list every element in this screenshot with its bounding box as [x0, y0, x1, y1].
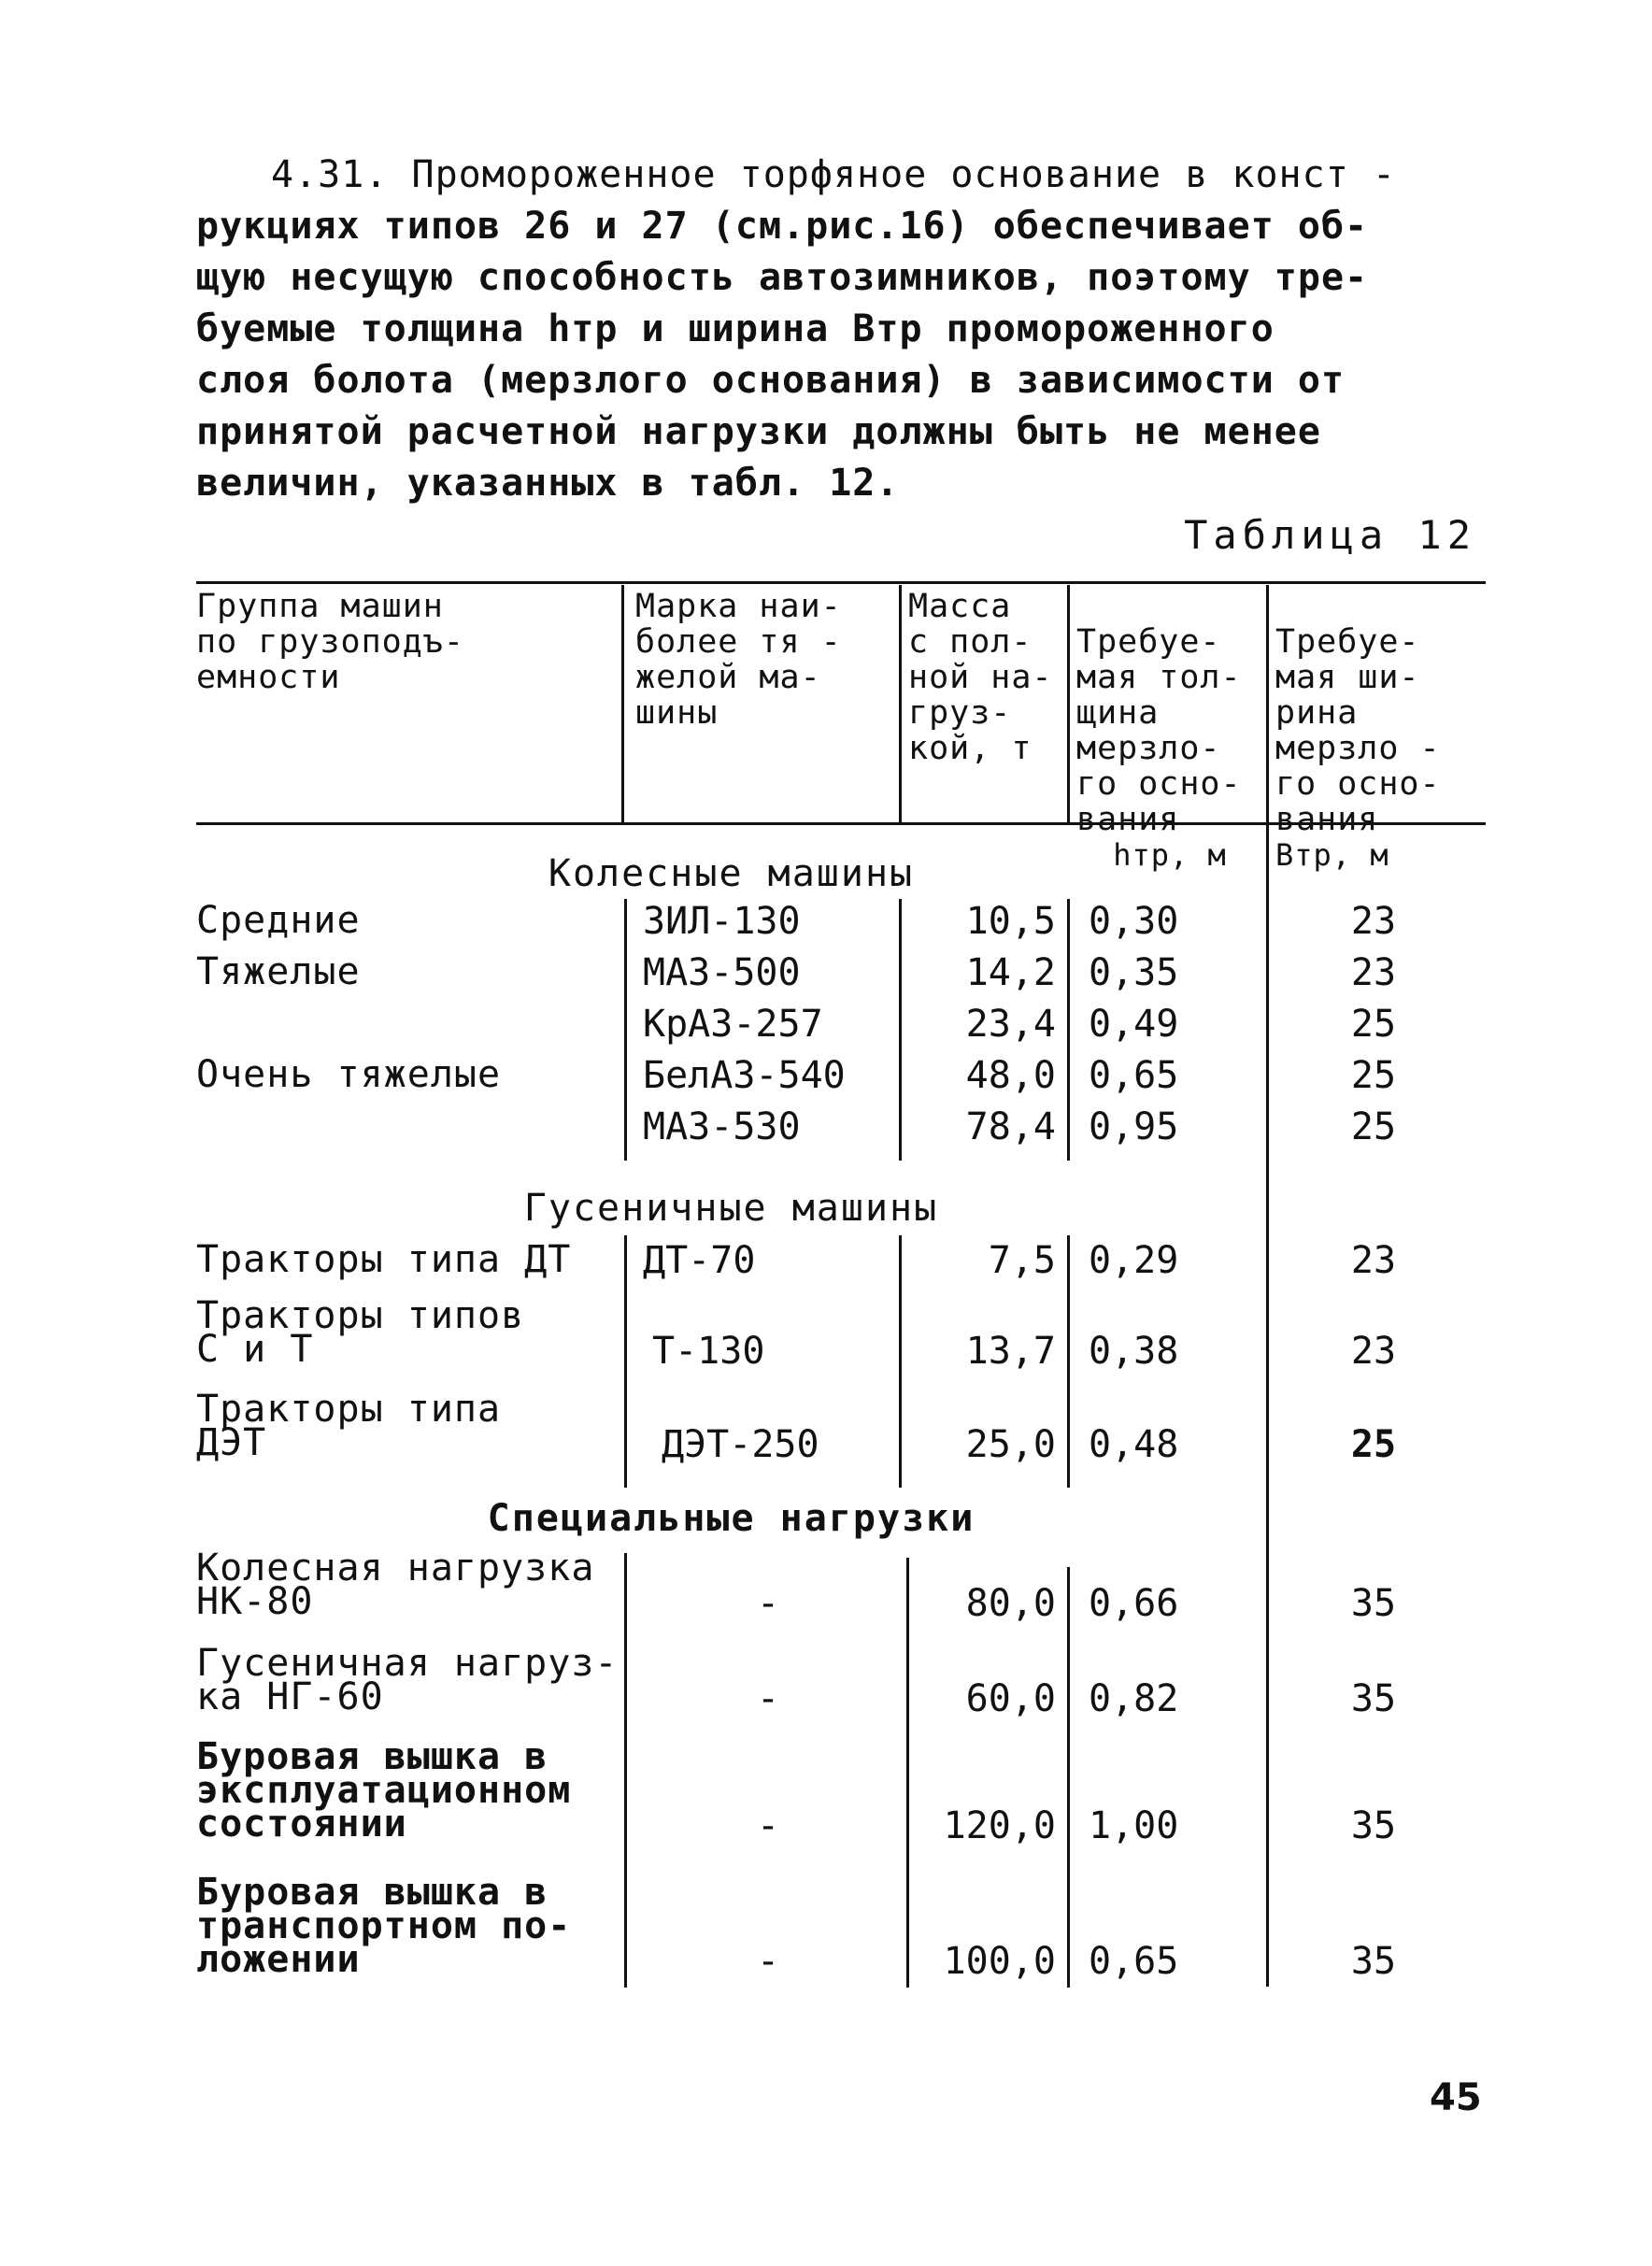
- thickness-divider: [1067, 1235, 1070, 1488]
- mass-divider: [906, 1558, 909, 1988]
- header-mass: Масса с пол- ной на- груз- кой, т: [908, 588, 1053, 767]
- cell-thickness: 0,30: [1089, 900, 1179, 943]
- paragraph-line: величин, указанных в табл. 12.: [196, 462, 900, 505]
- cell-thickness: 0,35: [1089, 951, 1179, 994]
- cell-thickness: 0,48: [1089, 1423, 1179, 1466]
- header-group: Группа машин по грузоподъ- емности: [196, 588, 464, 696]
- table-top-rule: [196, 581, 1486, 584]
- cell-width: 25: [1350, 1423, 1397, 1466]
- cell-group: Тракторы типа ДЭТ: [196, 1388, 502, 1464]
- cell-thickness: 0,95: [1089, 1105, 1179, 1148]
- header-thickness-text: Требуе- мая тол- щина мерзло- го осно- вания: [1076, 623, 1242, 838]
- cell-group: Колесная нагрузка НК-80: [196, 1546, 595, 1623]
- thickness-divider: [1067, 899, 1070, 1161]
- cell-mass: 120,0: [943, 1804, 1056, 1847]
- cell-group: Буровая вышка в транспортном по- ложении: [196, 1871, 572, 1981]
- cell-thickness: 0,49: [1089, 1003, 1179, 1046]
- cell-model: БелАЗ-540: [643, 1054, 846, 1097]
- header-width-text: Требуе- мая ши- рина мерзло - го осно- вания: [1275, 623, 1441, 838]
- cell-thickness: 0,65: [1089, 1054, 1179, 1097]
- cell-model: МАЗ-500: [643, 951, 801, 994]
- cell-width: 25: [1350, 1003, 1397, 1046]
- cell-width: 23: [1350, 951, 1397, 994]
- header-divider: [621, 585, 624, 822]
- cell-mass: 10,5: [965, 900, 1056, 943]
- cell-width: 25: [1350, 1105, 1397, 1148]
- header-width: [1275, 589, 1481, 908]
- page-number: 45: [1430, 2076, 1482, 2119]
- cell-model: -: [757, 1804, 780, 1847]
- cell-width: 23: [1350, 1239, 1397, 1282]
- paragraph-line: 4.31. Промороженное торфяное основание в конст -: [271, 153, 1396, 196]
- cell-mass: 80,0: [965, 1582, 1056, 1625]
- header-width-symbol: Bтр, м: [1275, 837, 1389, 873]
- cell-width: 35: [1350, 1804, 1397, 1847]
- header-thickness-symbol: hтр, м: [1113, 837, 1227, 873]
- cell-mass: 78,4: [965, 1105, 1056, 1148]
- cell-group: Очень тяжелые: [196, 1053, 502, 1096]
- cell-group: Буровая вышка в эксплуатационном состоянии: [196, 1735, 572, 1846]
- cell-group: Тяжелые: [196, 950, 361, 993]
- model-divider: [624, 899, 627, 1161]
- section-title: Гусеничные машины: [523, 1187, 939, 1230]
- cell-thickness: 0,38: [1089, 1330, 1179, 1373]
- cell-mass: 48,0: [965, 1054, 1056, 1097]
- cell-mass: 13,7: [965, 1330, 1056, 1373]
- cell-width: 23: [1350, 1330, 1397, 1373]
- cell-model: ДТ-70: [643, 1239, 756, 1282]
- cell-model: КрАЗ-257: [643, 1003, 823, 1046]
- cell-width: 35: [1350, 1940, 1397, 1983]
- paragraph: [196, 150, 1486, 509]
- cell-model: -: [757, 1582, 780, 1625]
- cell-model: МАЗ-530: [643, 1105, 801, 1148]
- cell-mass: 23,4: [965, 1003, 1056, 1046]
- cell-thickness: 0,29: [1089, 1239, 1179, 1282]
- cell-thickness: 0,82: [1089, 1677, 1179, 1720]
- cell-group: Тракторы типа ДТ: [196, 1238, 572, 1281]
- paragraph-line: буемые толщина hтр и ширина Bтр промороженного: [196, 307, 1275, 350]
- section-title: Специальные нагрузки: [487, 1497, 976, 1540]
- cell-model: Т-130: [652, 1330, 765, 1373]
- cell-thickness: 0,65: [1089, 1940, 1179, 1983]
- cell-group: Тракторы типов С и Т: [196, 1294, 525, 1371]
- cell-model: ЗИЛ-130: [643, 900, 801, 943]
- cell-thickness: 1,00: [1089, 1804, 1179, 1847]
- paragraph-line: принятой расчетной нагрузки должны быть не менее: [196, 410, 1321, 453]
- mass-divider: [899, 899, 902, 1161]
- cell-width: 35: [1350, 1677, 1397, 1720]
- table-caption: Таблица 12: [1184, 512, 1476, 558]
- paragraph-line: щую несущую способность автозимников, поэтому тре-: [196, 256, 1369, 299]
- cell-thickness: 0,66: [1089, 1582, 1179, 1625]
- header-divider: [899, 585, 902, 822]
- cell-mass: 100,0: [943, 1940, 1056, 1983]
- cell-model: -: [757, 1940, 780, 1983]
- cell-group: Средние: [196, 899, 361, 942]
- paragraph-line: слоя болота (мерзлого основания) в зависимости от: [196, 359, 1346, 402]
- width-column-divider: [1266, 585, 1269, 1987]
- cell-mass: 60,0: [965, 1677, 1056, 1720]
- thickness-divider: [1067, 1567, 1070, 1988]
- cell-width: 35: [1350, 1582, 1397, 1625]
- cell-group: Гусеничная нагруз- ка НГ-60: [196, 1642, 619, 1718]
- cell-mass: 25,0: [965, 1423, 1056, 1466]
- header-divider: [1067, 585, 1070, 822]
- cell-mass: 14,2: [965, 951, 1056, 994]
- cell-width: 23: [1350, 900, 1397, 943]
- cell-model: -: [757, 1677, 780, 1720]
- paragraph-line: рукциях типов 26 и 27 (см.рис.16) обеспечивает об-: [196, 205, 1369, 248]
- section-title: Колесные машины: [548, 852, 915, 895]
- header-model: Марка наи- более тя - желой ма- шины: [635, 588, 842, 732]
- cell-mass: 7,5: [988, 1239, 1056, 1282]
- cell-model: ДЭТ-250: [662, 1423, 819, 1466]
- cell-width: 25: [1350, 1054, 1397, 1097]
